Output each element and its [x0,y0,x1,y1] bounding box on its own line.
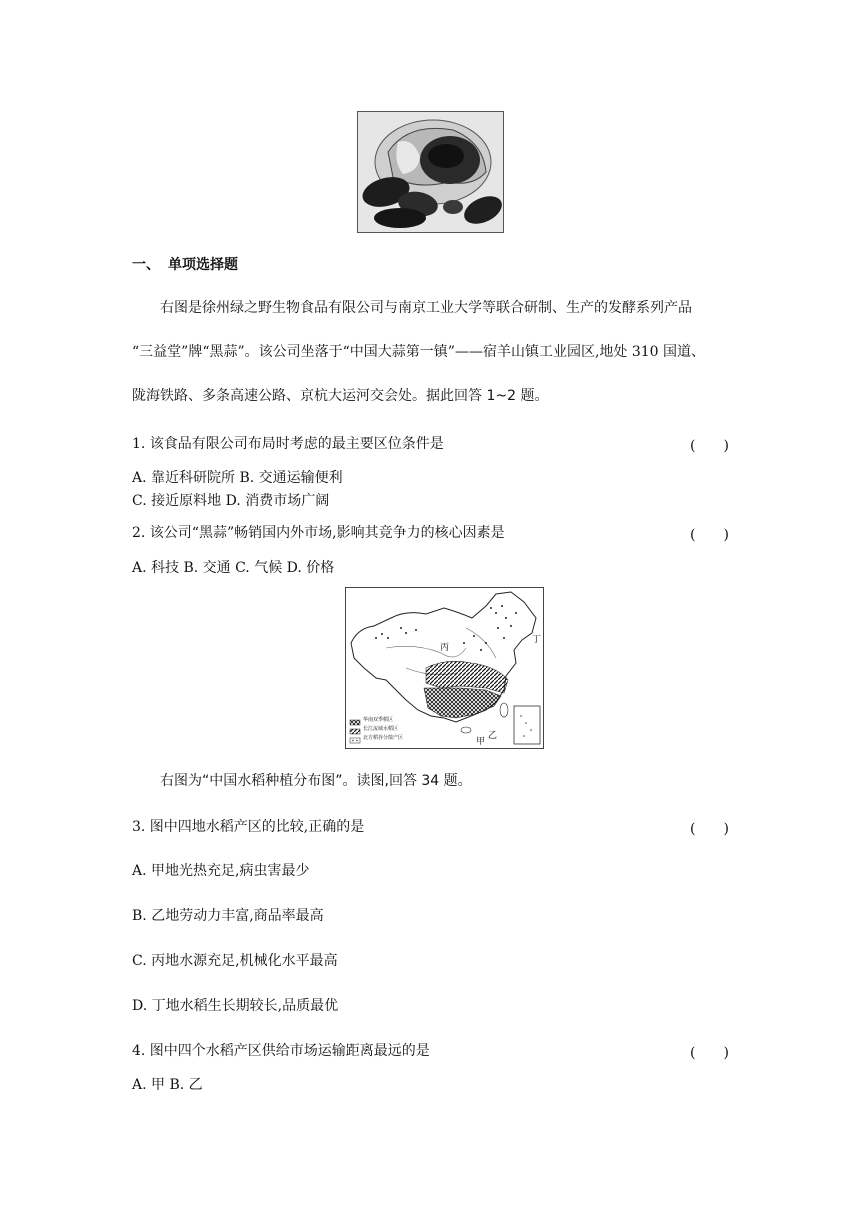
question-1-answer-bracket: ( ) [690,438,729,454]
map-label-ding: 丁 [532,635,542,645]
section-number: 一、 [132,257,160,273]
question-4-answer-bracket: ( ) [690,1045,729,1061]
intro-line-1: 右图是徐州绿之野生物食品有限公司与南京工业大学等联合研制、生产的发酵系列产品 [160,300,692,316]
intro-line-2: “三益堂”牌“黑蒜”。该公司坐落于“中国大蒜第一镇”——宿羊山镇工业园区,地处 310 国道、 [132,344,706,360]
question-2-stem: 2. 该公司“黑蒜”畅销国内外市场,影响其竞争力的核心因素是 [132,525,505,541]
intro-line-3: 陇海铁路、多条高速公路、京杭大运河交会处。据此回答 1~2 题。 [132,388,549,404]
question-2-answer-bracket: ( ) [690,527,729,543]
china-rice-map-drawing [346,588,543,748]
legend-item-south-double: 华南双季稻区 [363,717,394,723]
map-label-bing: 丙 [440,643,450,653]
question-3-option-d: D. 丁地水稻生长期较长,品质最优 [132,998,339,1014]
question-4-stem: 4. 图中四个水稻产区供给市场运输距离最远的是 [132,1043,430,1059]
question-4-options: A. 甲 B. 乙 [132,1077,203,1093]
legend-item-yangtze: 长江流域水稻区 [363,726,399,732]
black-garlic-photo [357,111,504,233]
legend-item-north: 北方稻谷分散产区 [363,735,404,741]
question-3-stem: 3. 图中四地水稻产区的比较,正确的是 [132,819,365,835]
map-label-yi: 乙 [488,731,498,741]
question-1-stem: 1. 该食品有限公司布局时考虑的最主要区位条件是 [132,436,444,452]
question-1-options-line-1: A. 靠近科研院所 B. 交通运输便利 [132,470,343,486]
section-title: 单项选择题 [168,257,238,273]
question-1-options-line-2: C. 接近原料地 D. 消费市场广阔 [132,493,330,509]
question-3-option-a: A. 甲地光热充足,病虫害最少 [132,863,310,879]
china-rice-map [345,587,544,749]
map-intro: 右图为“中国水稻种植分布图”。读图,回答 34 题。 [160,773,472,789]
question-3-option-c: C. 丙地水源充足,机械化水平最高 [132,953,338,969]
map-label-jia: 甲 [476,737,486,747]
question-3-answer-bracket: ( ) [690,821,729,837]
black-garlic-illustration [358,112,503,232]
question-3-option-b: B. 乙地劳动力丰富,商品率最高 [132,908,324,924]
question-2-options: A. 科技 B. 交通 C. 气候 D. 价格 [132,560,335,576]
